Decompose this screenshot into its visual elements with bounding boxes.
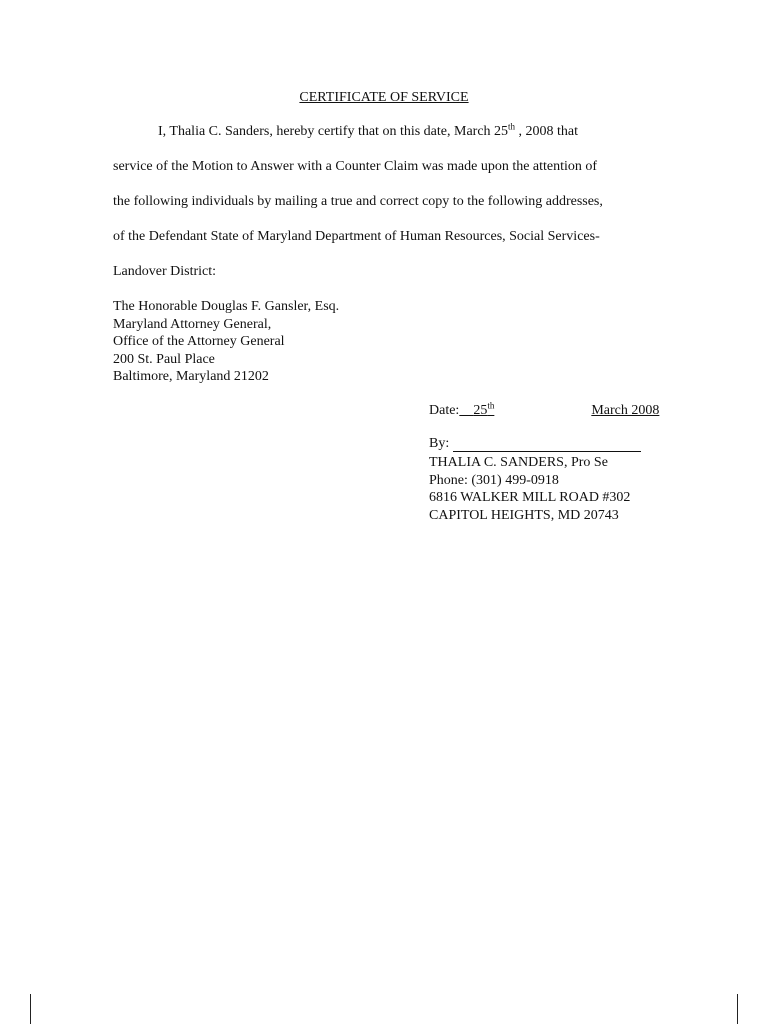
body-line-1-ordinal: th xyxy=(508,121,516,132)
recipient-title: Maryland Attorney General, xyxy=(113,316,272,332)
right-margin-mark xyxy=(737,994,738,1024)
date-month-year: March 2008 xyxy=(591,403,660,418)
body-line-5: Landover District: xyxy=(113,264,217,279)
recipient-street: 200 St. Paul Place xyxy=(113,351,215,367)
body-line-2: service of the Motion to Answer with a Counter Claim was made upon the attention of xyxy=(113,159,598,174)
by-line xyxy=(429,436,641,452)
recipient-city: Baltimore, Maryland 21202 xyxy=(113,369,269,384)
body-line-1-end: , 2008 that xyxy=(515,124,579,139)
signature-blank xyxy=(453,437,641,452)
date-day-ordinal: th xyxy=(487,400,495,411)
body-line-1 xyxy=(158,121,579,140)
signature-block xyxy=(429,454,630,524)
date-line xyxy=(429,400,660,419)
recipient-office: Office of the Attorney General xyxy=(113,334,285,349)
body-line-3: the following individuals by mailing a true and correct copy to the following addresses, xyxy=(113,194,603,209)
signer-street: 6816 WALKER MILL ROAD #302 xyxy=(429,490,631,505)
body-line-4: of the Defendant State of Maryland Department of Human Resources, Social Services- xyxy=(113,229,600,244)
date-label: Date: xyxy=(429,403,460,418)
date-fill xyxy=(459,400,591,419)
document-title: CERTIFICATE OF SERVICE xyxy=(299,90,469,105)
signer-name: THALIA C. SANDERS, Pro Se xyxy=(429,455,608,470)
signer-phone: Phone: (301) 499-0918 xyxy=(429,472,559,488)
left-margin-mark xyxy=(30,994,31,1024)
recipient-name: The Honorable Douglas F. Gansler, Esq. xyxy=(113,299,340,314)
date-day: 25 xyxy=(473,403,488,418)
body-line-1-text: I, Thalia C. Sanders, hereby certify that on this date, March 25 xyxy=(158,124,509,139)
signer-city: CAPITOL HEIGHTS, MD 20743 xyxy=(429,507,619,523)
recipient-address xyxy=(113,298,339,386)
by-label: By: xyxy=(429,436,450,451)
